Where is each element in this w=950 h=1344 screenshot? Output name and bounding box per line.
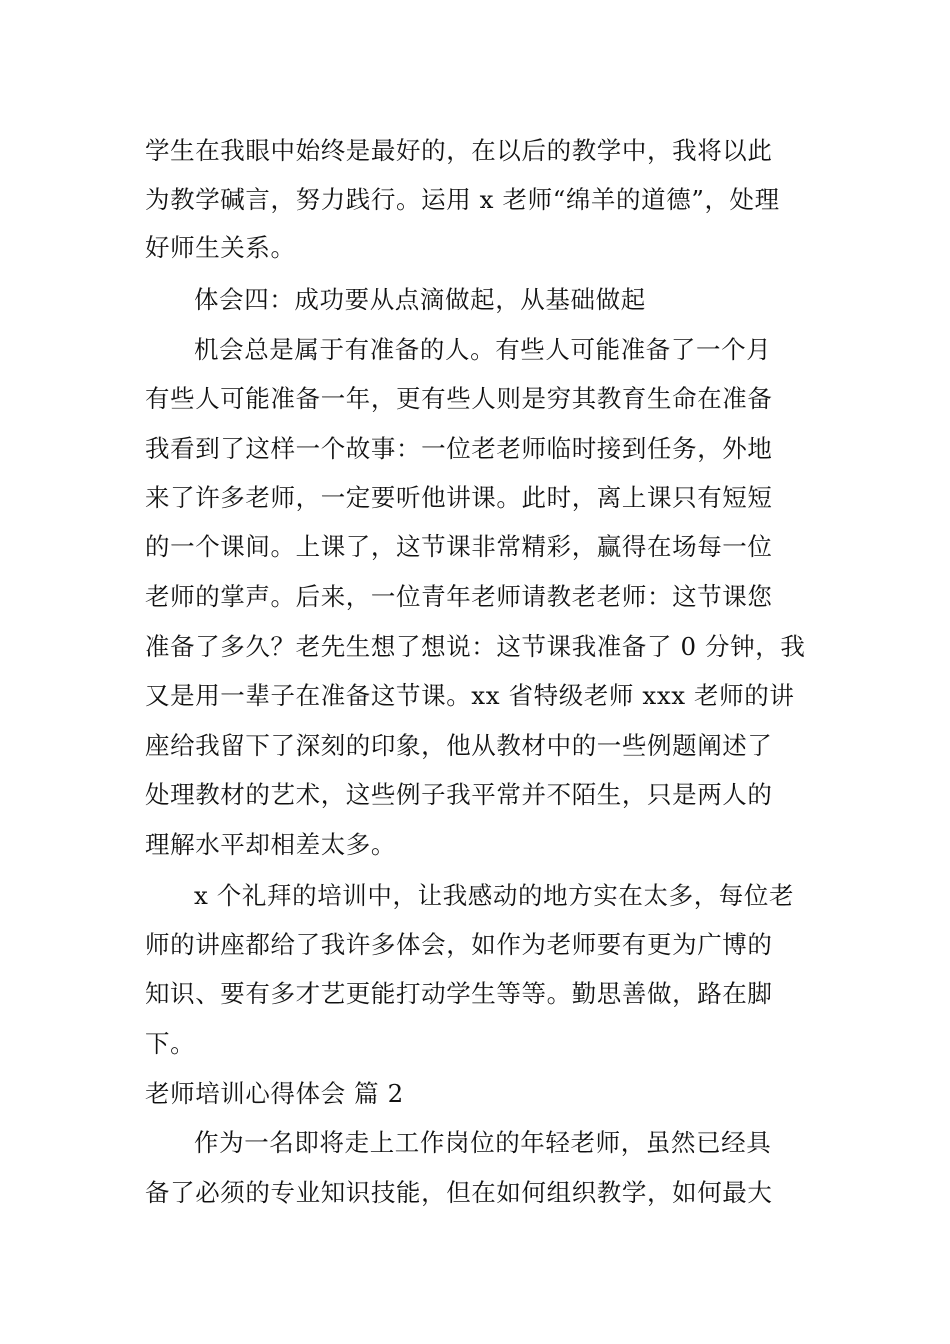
text-line: 理解水平却相差太多。 [145,830,396,859]
text-line: 来了许多老师，一定要听他讲课。此时，离上课只有短短 [145,483,773,512]
text-line: x 个礼拜的培训中，让我感动的地方实在太多，每位老 [194,881,795,910]
text-line: 又是用一辈子在准备这节课。xx 省特级老师 xxx 老师的讲 [145,681,795,710]
section-heading: 体会四：成功要从点滴做起，从基础做起 [194,285,646,314]
text-line: 为教学碱言，努力践行。运用 x 老师“绵羊的道德”，处理 [145,185,780,214]
text-line: 好师生关系。 [145,233,296,262]
text-line: 我看到了这样一个故事：一位老老师临时接到任务，外地 [145,434,773,463]
text-line: 的一个课间。上课了，这节课非常精彩，赢得在场每一位 [145,532,773,561]
text-line: 准备了多久？老先生想了想说：这节课我准备了 0 分钟，我 [145,632,806,661]
text-line: 学生在我眼中始终是最好的，在以后的教学中，我将以此 [145,136,773,165]
text-line: 知识、要有多才艺更能打动学生等等。勤思善做，路在脚 [145,979,773,1008]
text-line: 备了必须的专业知识技能，但在如何组织教学，如何最大 [145,1178,773,1207]
text-line: 下。 [145,1029,196,1058]
text-line: 处理教材的艺术，这些例子我平常并不陌生，只是两人的 [145,780,773,809]
text-line: 有些人可能准备一年，更有些人则是穷其教育生命在准备 [145,384,773,413]
text-line: 老师的掌声。后来，一位青年老师请教老老师：这节课您 [145,582,773,611]
text-line: 座给我留下了深刻的印象，他从教材中的一些例题阐述了 [145,731,773,760]
section-title: 老师培训心得体会 篇 2 [145,1079,404,1108]
text-line: 作为一名即将走上工作岗位的年轻老师，虽然已经具 [194,1128,772,1157]
text-line: 机会总是属于有准备的人。有些人可能准备了一个月 [194,335,772,364]
text-line: 师的讲座都给了我许多体会，如作为老师要有更为广博的 [145,930,773,959]
